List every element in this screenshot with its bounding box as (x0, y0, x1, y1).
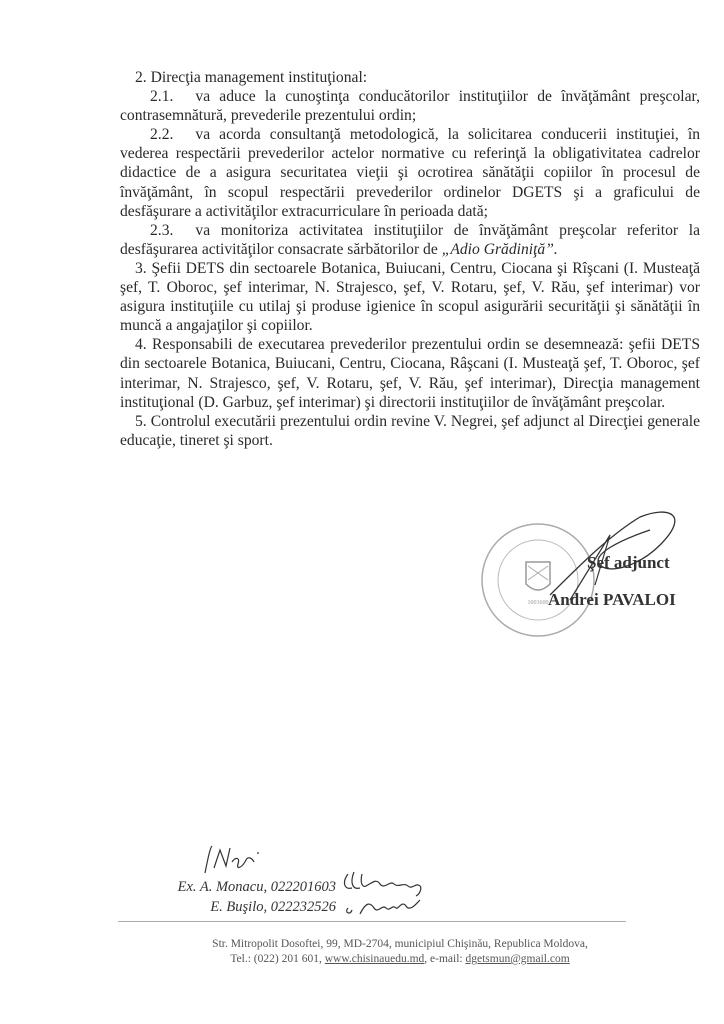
item-text: va monitoriza activitatea instituţiilor de învăţământ preşcolar referitor la desfăşurarea activităţilor consacrate sărbătorilor de (120, 221, 700, 258)
negrei-signature (200, 838, 270, 878)
item-number: 2.2. (150, 126, 174, 144)
paragraph-4: 4. Responsabili de executarea prevederilor prezentului ordin se desemnează: şefii DETS din sectoarele Botanica, Buiucani, Centru, Ciocana, Râşcani (I. Musteaţă şef, T. Oboroc, şef interimar, N. Strajesco, şef, V. Rotaru, şef, V. Rău, şef interimar), Direcţia management instituţional (D. Garbuz, şef interimar) şi directorii instituţiilor de învăţământ preşcolar. (120, 336, 700, 411)
executors (148, 877, 336, 917)
executor-line: Ex. A. Monacu, 022201603 (177, 879, 336, 895)
order-body (120, 68, 700, 450)
executor-line: E. Buşilo, 022232526 (210, 899, 336, 915)
signatory-title: Şef adjunct (587, 553, 670, 572)
footer-contacts (200, 937, 600, 967)
paragraph-5: 5. Controlul executării prezentului ordin revine V. Negrei, şef adjunct al Direcţiei generale educaţie, tineret şi sport. (120, 412, 700, 449)
svg-text:1003600: 1003600 (527, 600, 549, 606)
item-number: 2.1. (150, 88, 174, 106)
paragraph-3: 3. Şefii DETS din sectoarele Botanica, Buiucani, Centru, Ciocana şi Rîşcani (I. Musteaţă şef, T. Oboroc, şef interimar, N. Strajesco, şef, V. Rotaru, şef, V. Rău, şef interimar) vor asigura instituţiile cu utilaj şi produse igienice în scopul asigurării securităţii şi sănătăţii în muncă a angajaţilor şi copiilor. (120, 259, 700, 335)
signatory-name: Andrei PAVALOI (548, 590, 676, 609)
paragraph-2-2 (120, 125, 700, 220)
footer-divider (118, 921, 626, 922)
paragraph-2-1 (120, 87, 700, 125)
footer-tel: Tel.: (022) 201 601, (230, 953, 322, 965)
event-name: „Adio Grădiniţă”. (441, 240, 558, 258)
paragraph-2: 2. Direcţia management instituţional: (135, 69, 368, 86)
footer-contact-line (200, 952, 600, 967)
email-label: , e-mail: (424, 953, 463, 965)
executor-signatures (340, 868, 450, 918)
email-link[interactable]: dgetsmun@gmail.com (465, 953, 570, 965)
item-number: 2.3. (150, 221, 174, 239)
paragraph-2-3 (120, 221, 700, 259)
item-text: va acorda consultanţă metodologică, la solicitarea conducerii instituţiei, în vederea respectării prevederilor actelor normative cu referinţă la obligativitatea cadrelor didactice de a asigura securitatea vieţii şi ocrotirea sănătăţii copiilor în procesul de învăţământ, în scopul respectării prevederilor ordinelor DGETS şi a graficului de desfăşurare a activităţilor extracurriculare în perioada dată; (120, 126, 700, 220)
item-text: va aduce la cunoştinţa conducătorilor instituţiilor de învăţământ preşcolar, contrasemnătură, prevederile prezentului ordin; (120, 88, 700, 125)
footer-address: Str. Mitropolit Dosoftei, 99, MD-2704, municipiul Chişinău, Republica Moldova, (212, 938, 588, 950)
website-link[interactable]: www.chisinauedu.md (324, 953, 425, 965)
